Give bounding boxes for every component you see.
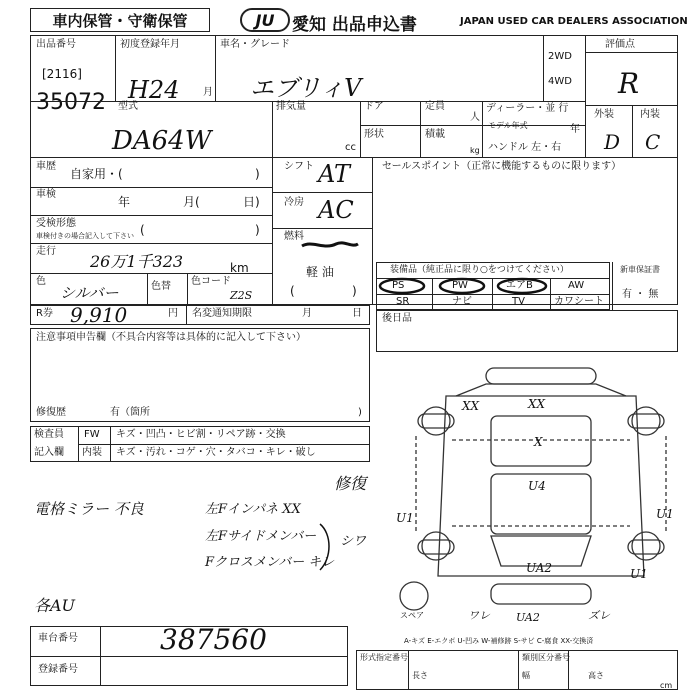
inner-label: 内装 <box>640 109 660 120</box>
sales-points-label: セールスポイント（正常に機能するものに限ります） <box>382 161 622 172</box>
history-close: ) <box>255 167 260 181</box>
color-change-label: 色替 <box>151 281 171 292</box>
model-year-label: モデル年式 <box>488 121 528 130</box>
lot-label: 出品番号 <box>36 39 76 50</box>
inspection-month: 月( <box>183 195 200 209</box>
color-value: シルバー <box>60 284 119 302</box>
mark-u4: U4 <box>528 479 546 493</box>
interior-label: 内装 <box>82 447 102 458</box>
shift-label: シフト <box>284 161 314 172</box>
acceptance-close: ) <box>255 223 260 237</box>
chassis-value: 387560 <box>160 623 267 656</box>
door-label: ドア <box>364 101 384 112</box>
document-title: 愛知 出品申込書 <box>292 15 417 35</box>
bracket-mark <box>318 522 338 572</box>
mileage-unit: km <box>230 261 249 275</box>
equip-tv: TV <box>512 296 525 307</box>
handle-label: ハンドル 左・右 <box>488 142 562 153</box>
chassis-label: 車台番号 <box>38 633 78 644</box>
height-label: 高さ <box>588 671 604 680</box>
storage-label: 車内保管・守衛保管 <box>30 8 210 32</box>
registration-number-label: 登録番号 <box>38 664 78 675</box>
shift-value: AT <box>318 160 351 188</box>
color-code-label: 色コード <box>191 276 231 287</box>
history-value: 自家用・( <box>70 167 123 181</box>
inspection-label: 車検 <box>36 189 56 200</box>
mileage-label: 走行 <box>36 246 56 257</box>
score-value: R <box>618 67 640 100</box>
registration-label: 初度登録年月 <box>120 39 180 50</box>
notes-label: 注意事項申告欄（不具合内容等は具体的に記入して下さい） <box>36 332 306 343</box>
equip-kawa-seat: カワシート <box>554 296 604 307</box>
equip-airbag: エアB <box>506 280 533 291</box>
registration-value: H24 <box>128 76 180 104</box>
drive-4wd: 4WD <box>548 76 572 87</box>
drive-2wd: 2WD <box>548 51 572 62</box>
recycle-yen: 円 <box>168 308 178 319</box>
aircon-label: 冷房 <box>284 197 304 208</box>
outer-label: 外装 <box>594 109 614 120</box>
notice-label: 名変通知期限 <box>192 308 252 319</box>
fw-label: FW <box>84 429 100 440</box>
inspection-day: 日) <box>243 195 260 209</box>
equip-ps: PS <box>392 280 405 291</box>
mark-u1-right: U1 <box>656 507 674 521</box>
mark-u1-left: U1 <box>396 511 414 525</box>
cc-unit: cc <box>345 142 356 153</box>
mark-crack: ワレ <box>468 609 490 622</box>
inspector-label-1: 検査員 <box>34 429 64 440</box>
mileage-value: 26万1千323 <box>90 252 184 271</box>
color-label: 色 <box>36 276 46 287</box>
person-unit: 人 <box>470 112 480 123</box>
history-label: 車歴 <box>36 161 56 172</box>
registration-month: 月 <box>203 87 213 98</box>
type-value: DA64W <box>112 126 212 156</box>
fuel-label: 燃料 <box>284 231 304 242</box>
equip-pw: PW <box>452 280 468 291</box>
fuel-scribble <box>300 238 360 254</box>
remark-wrinkle: シワ <box>340 534 367 549</box>
length-label: 長さ <box>412 671 428 680</box>
remark-line-2: 左Fサイドメンバー <box>205 529 317 544</box>
notice-month: 月 <box>302 308 312 319</box>
mark-shift: ズレ <box>588 609 610 622</box>
inner-value: C <box>645 130 661 154</box>
remark-paint: 各AU <box>34 596 76 615</box>
equip-aw: AW <box>568 280 585 291</box>
recycle-value: 9,910 <box>70 303 128 327</box>
aircon-value: AC <box>318 196 354 224</box>
rear-items-box <box>376 310 678 352</box>
ju-logo: JU <box>240 8 290 32</box>
outer-value: D <box>604 130 621 154</box>
acceptance-label: 受検形態 <box>36 218 76 229</box>
year-unit: 年 <box>570 124 580 135</box>
mark-spare: スペア <box>400 611 424 620</box>
model-label: 車名・グレード <box>220 39 290 50</box>
lot-number: 35072 <box>36 90 106 115</box>
cm-unit: cm <box>660 681 673 690</box>
kg-unit: kg <box>470 146 480 155</box>
repair-history-value: 有（箇所 <box>110 407 150 418</box>
remark-line-1: 左Fインパネ XX <box>205 502 301 517</box>
cert-label: 形式指定番号 <box>360 653 408 662</box>
width-label: 幅 <box>522 671 530 680</box>
inspector-label-2: 記入欄 <box>34 447 64 458</box>
fuel-open: ( <box>290 284 295 298</box>
displacement-label: 排気量 <box>276 101 306 112</box>
legend: A-キズ E-エクボ U-凹み W-補修跡 S-サビ C-腐食 XX-交換済 <box>404 637 594 645</box>
score-label: 評価点 <box>605 39 635 50</box>
remark-repair: 修復 <box>334 474 367 493</box>
inspection-year: 年 <box>118 195 131 209</box>
interior-items: キズ・汚れ・コゲ・穴・タバコ・キレ・破し <box>116 447 316 458</box>
shape-label: 形状 <box>364 129 384 140</box>
fuel-value: 軽 油 <box>306 265 334 279</box>
warranty-options: 有 ・ 無 <box>622 289 659 300</box>
recycle-label: R券 <box>36 308 53 319</box>
lot-sub-number: [2116] <box>42 67 82 81</box>
type-label: 型式 <box>118 101 138 112</box>
mark-xx-center: XX <box>528 397 546 411</box>
mark-ua2-center: UA2 <box>526 561 553 575</box>
equipment-label: 装備品（純正品に限り○をつけてください） <box>390 265 569 275</box>
acceptance-note: 車検付きの場合記入して下さい <box>36 232 134 240</box>
warranty-label: 新車保証書 <box>620 265 660 274</box>
capacity-label: 定員 <box>425 101 445 112</box>
dealer-label: ディーラー・並 行 <box>486 103 569 114</box>
mark-xx-left: XX <box>462 399 480 413</box>
repair-history-label: 修復歴 <box>36 407 66 418</box>
mark-ua2-rear: UA2 <box>516 611 540 624</box>
acceptance-open: ( <box>140 223 145 237</box>
cert-sub-label: 類別区分番号 <box>522 653 570 662</box>
color-code-value: Z2S <box>230 289 253 302</box>
notice-day: 日 <box>352 308 362 319</box>
mark-x: X <box>534 435 543 449</box>
remark-line-3: Fクロスメンバー キレ <box>205 555 335 570</box>
mark-u1-rear: U1 <box>630 567 648 581</box>
equip-sr: SR <box>396 296 410 307</box>
model-value: エブリィV <box>250 74 362 102</box>
equip-navi: ナビ <box>452 296 472 307</box>
repair-history-close: ) <box>358 407 362 418</box>
equipment-circles <box>376 276 610 296</box>
load-label: 積載 <box>425 129 445 140</box>
fuel-close: ) <box>352 284 357 298</box>
association-name: JAPAN USED CAR DEALERS ASSOCIATION <box>460 16 688 27</box>
remark-mirror: 電格ミラー 不良 <box>34 500 144 518</box>
fw-items: キズ・凹凸・ヒビ割・リペア跡・交換 <box>116 429 286 440</box>
rear-items-label: 後日品 <box>382 313 412 324</box>
